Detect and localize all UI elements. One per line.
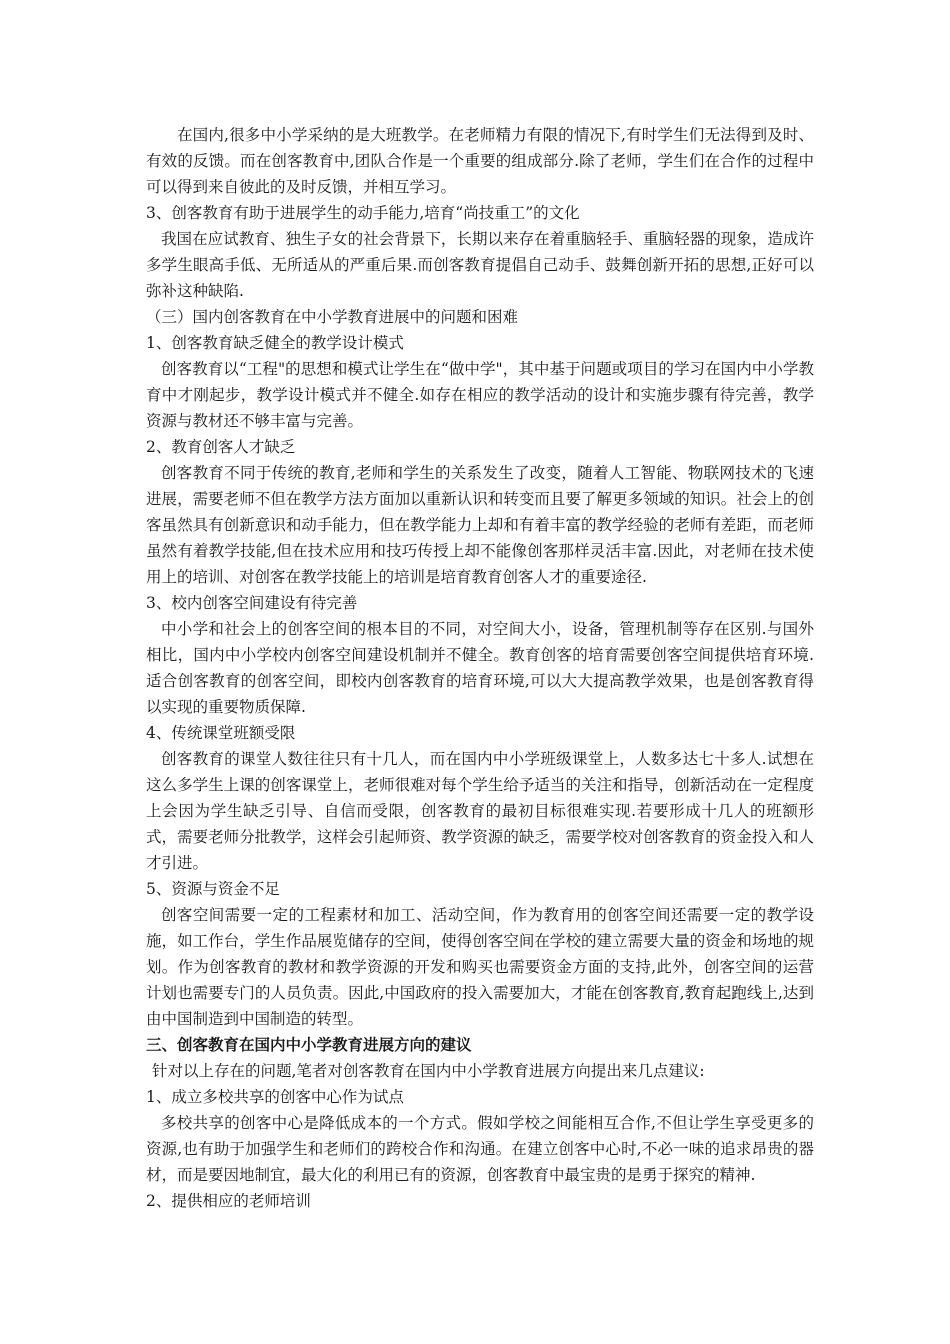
paragraph-suggestions-intro: 针对以上存在的问题,笔者对创客教育在国内中小学教育进展方向提出来几点建议: xyxy=(152,1062,705,1080)
heading-problem-5: 5、资源与资金不足 xyxy=(146,880,280,898)
paragraph-hands-on: 我国在应试教育、独生子女的社会背景下，长期以来存在着重脑轻手、重脑轻器的现象，造成许多学生眼高手低、无所适从的严重后果.而创客教育提倡自己动手、鼓舞创新开拓的思想,正好可以弥补这种缺陷. xyxy=(146,230,814,300)
heading-problem-1: 1、创客教育缺乏健全的教学设计模式 xyxy=(146,334,404,352)
heading-suggestion-1: 1、成立多校共享的创客中心作为试点 xyxy=(146,1088,404,1106)
paragraph-feedback: 在国内,很多中小学采纳的是大班教学。在老师精力有限的情况下,有时学生们无法得到及时、有效的反馈。而在创客教育中,团队合作是一个重要的组成部分.除了老师，学生们在合作的过程中可以得到来自彼此的及时反馈，并相互学习。 xyxy=(146,126,814,196)
paragraph-problem-2: 创客教育不同于传统的教育,老师和学生的关系发生了改变，随着人工智能、物联网技术的飞速进展，需要老师不但在教学方法方面加以重新认识和转变而且要了解更多领域的知识。社会上的创客虽然具有创新意识和动手能力，但在教学能力上却和有着丰富的教学经验的老师有差距，而老师虽然有着教学技能,但在技术应用和技巧传授上却不能像创客那样灵活丰富.因此，对老师在技术使用上的培训、对创客在教学技能上的培训是培育教育创客人才的重要途径. xyxy=(146,464,814,586)
section-heading-problems: （三）国内创客教育在中小学教育进展中的问题和困难 xyxy=(146,308,519,326)
paragraph-problem-3: 中小学和社会上的创客空间的根本目的不同，对空间大小，设备，管理机制等存在区别.与国外相比，国内中小学校内创客空间建设机制并不健全。教育创客的培育需要创客空间提供培育环境.适合创客教育的创客空间，即校内创客教育的培育环境,可以大大提高教学效果，也是创客教育得以实现的重要物质保障. xyxy=(146,620,814,716)
heading-problem-4: 4、传统课堂班额受限 xyxy=(146,724,296,742)
heading-part-3: 三、创客教育在国内中小学教育进展方向的建议 xyxy=(146,1035,472,1054)
paragraph-problem-4: 创客教育的课堂人数往往只有十几人，而在国内中小学班级课堂上，人数多达七十多人.试想在这么多学生上课的创客课堂上，老师很难对每个学生给予适当的关注和指导，创新活动在一定程度上会因为学生缺乏引导、自信而受限，创客教育的最初目标很难实现.若要形成十几人的班额形式，需要老师分批教学，这样会引起师资、教学资源的缺乏，需要学校对创客教育的资金投入和人才引进。 xyxy=(146,750,814,872)
paragraph-problem-1: 创客教育以“工程"的思想和模式让学生在“做中学"，其中基于问题或项目的学习在国内中小学教育中才刚起步，教学设计模式并不健全.如存在相应的教学活动的设计和实施步骤有待完善，教学资源与教材还不够丰富与完善。 xyxy=(146,360,814,430)
document-page xyxy=(146,122,814,1214)
heading-problem-2: 2、教育创客人才缺乏 xyxy=(146,438,296,456)
heading-problem-3: 3、校内创客空间建设有待完善 xyxy=(146,594,358,612)
paragraph-suggestion-1: 多校共享的创客中心是降低成本的一个方式。假如学校之间能相互合作,不但让学生享受更多的资源,也有助于加强学生和老师们的跨校合作和沟通。在建立创客中心时,不必一味的追求昂贵的器材，而是要因地制宜，最大化的利用已有的资源，创客教育中最宝贵的是勇于探究的精神. xyxy=(146,1114,814,1184)
heading-hands-on: 3、创客教育有助于进展学生的动手能力,培育“尚技重工”的文化 xyxy=(146,204,580,222)
paragraph-problem-5: 创客空间需要一定的工程素材和加工、活动空间，作为教育用的创客空间还需要一定的教学设施，如工作台，学生作品展览储存的空间，使得创客空间在学校的建立需要大量的资金和场地的规划。作为创客教育的教材和教学资源的开发和购买也需要资金方面的支持,此外，创客空间的运营计划也需要专门的人员负责。因此,中国政府的投入需要加大，才能在创客教育,教育起跑线上,达到由中国制造到中国制造的转型。 xyxy=(146,906,814,1028)
heading-suggestion-2: 2、提供相应的老师培训 xyxy=(146,1192,311,1210)
